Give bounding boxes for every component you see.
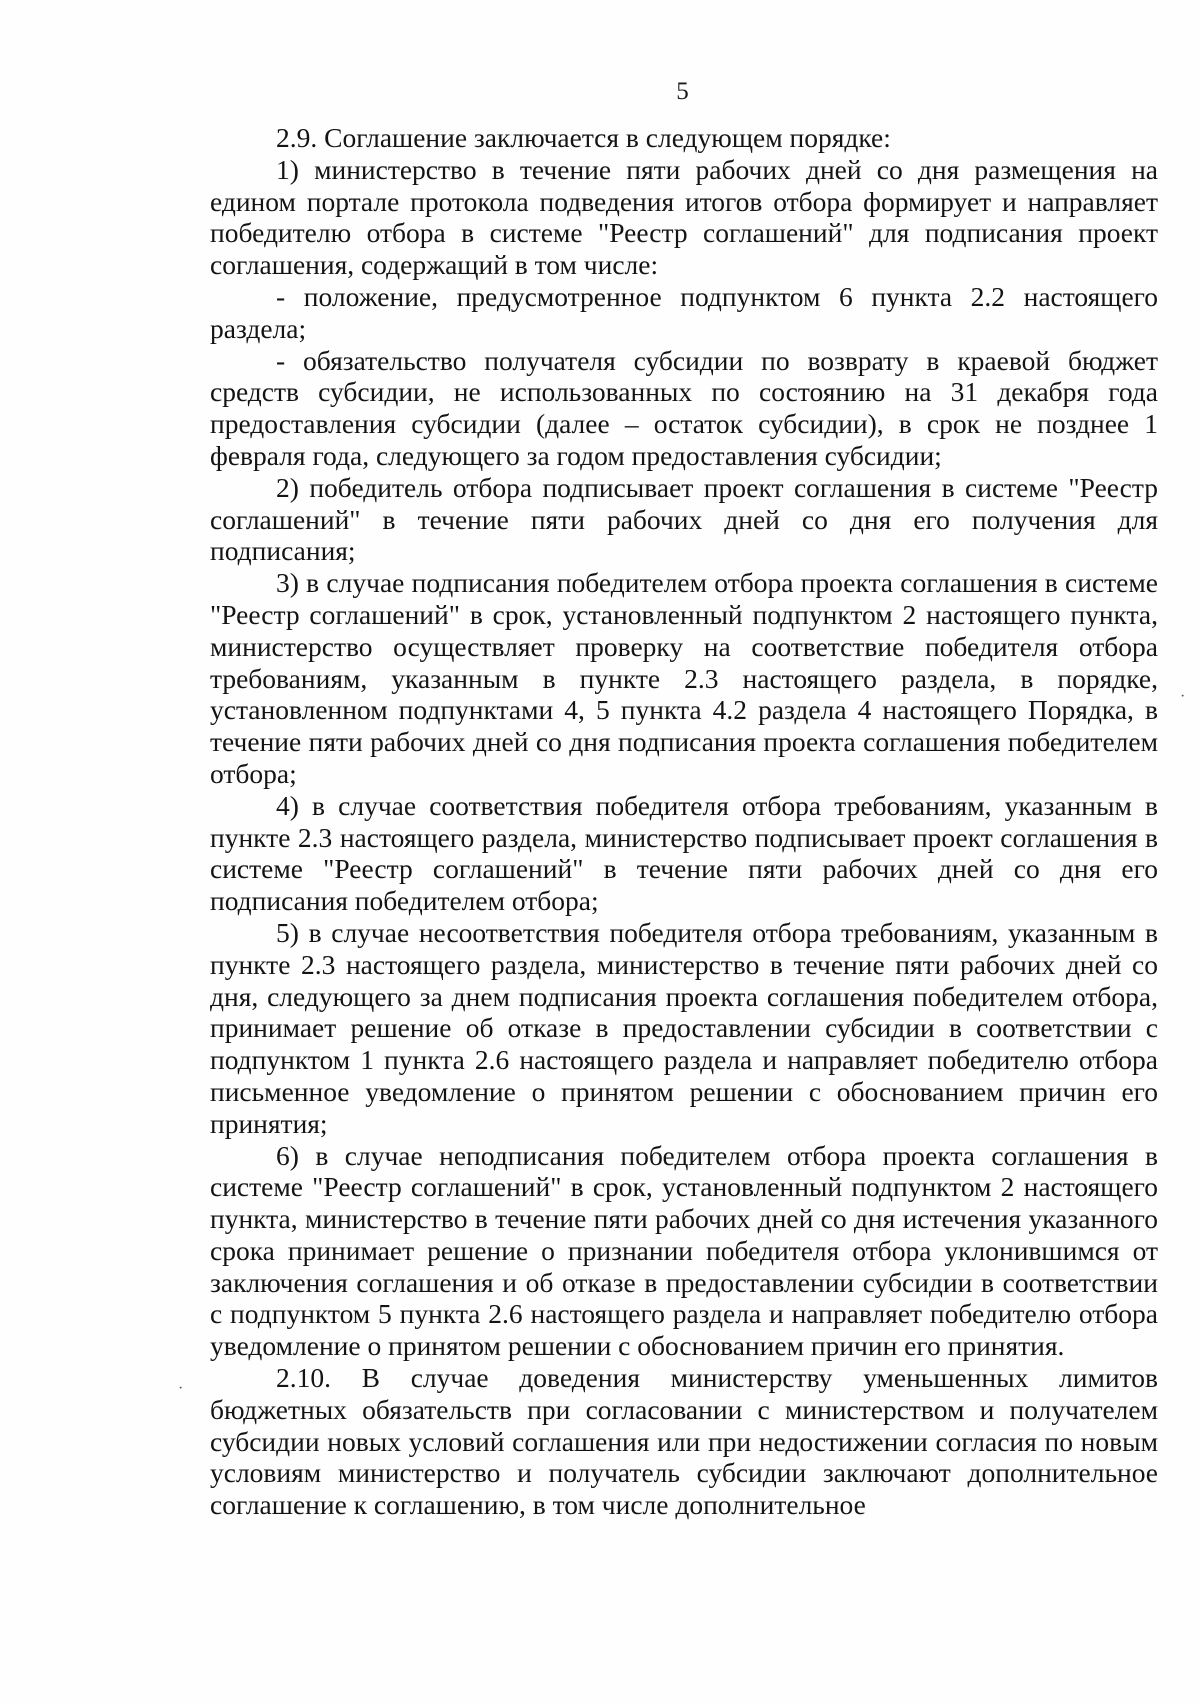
subclause-1-bullet-2: - обязательство получателя субсидии по возврату в краевой бюджет средств субсидии, не использованных по состоянию на 31 декабря года предоставления субсидии (далее – остаток субсидии), в срок не позднее 1 февраля года, следующего за годом предоставления субсидии; [210,344,1158,471]
clause-2-9-heading: 2.9. Соглашение заключается в следующем порядке: [276,122,891,153]
scan-speck: · [178,1380,184,1397]
subclause-1: 1) министерство в течение пяти рабочих дней со дня размещения на едином портале протокола подведения итогов отбора формирует и направляет победителю отбора в системе "Реестр соглашений" для подписания проект соглашения, содержащий в том числе: [210,153,1158,281]
page-number: 5 [676,78,689,105]
document-body [210,122,1158,1521]
scan-speck: · [1180,688,1186,705]
subclause-4: 4) в случае соответствия победителя отбора требованиям, указанным в пункте 2.3 настоящего раздела, министерство подписывает проект соглашения в системе "Реестр соглашений" в течение пяти рабочих дней со дня его подписания победителем отбора; [210,789,1158,917]
subclause-2: 2) победитель отбора подписывает проект соглашения в системе "Реестр соглашений" в течение пяти рабочих дней со дня его получения для подписания; [210,471,1158,567]
subclause-5: 5) в случае несоответствия победителя отбора требованиям, указанным в пункте 2.3 настоящего раздела, министерство в течение пяти рабочих дней со дня, следующего за днем подписания проекта соглашения победителем отбора, принимает решение об отказе в предоставлении субсидии в соответствии с подпунктом 1 пункта 2.6 настоящего раздела и направляет победителю отбора письменное уведомление о принятом решении с обоснованием причин его принятия; [210,916,1158,1139]
subclause-1-bullet-1: - положение, предусмотренное подпунктом 6 пункта 2.2 настоящего раздела; [210,280,1158,344]
subclause-6: 6) в случае неподписания победителем отбора проекта соглашения в системе "Реестр соглашений" в срок, установленный подпунктом 2 настоящего пункта, министерство в течение пяти рабочих дней со дня истечения указанного срока принимает решение о признании победителя отбора уклонившимся от заключения соглашения и об отказе в предоставлении субсидии в соответствии с подпунктом 5 пункта 2.6 настоящего раздела и направляет победителю отбора уведомление о принятом решении с обоснованием причин его принятия. [210,1139,1158,1362]
subclause-3: 3) в случае подписания победителем отбора проекта соглашения в системе "Реестр соглашений" в срок, установленный подпунктом 2 настоящего пункта, министерство осуществляет проверку на соответствие победителя отбора требованиям, указанным в пункте 2.3 настоящего раздела, в порядке, установленном подпунктами 4, 5 пункта 4.2 раздела 4 настоящего Порядка, в течение пяти рабочих дней со дня подписания проекта соглашения победителем отбора; [210,567,1158,789]
clause-2-10: 2.10. В случае доведения министерству уменьшенных лимитов бюджетных обязательств при согласовании с министерством и получателем субсидии новых условий соглашения или при недостижении согласия по новым условиям министерство и получатель субсидии заключают дополнительное соглашение к соглашению, в том числе дополнительное [210,1362,1158,1521]
